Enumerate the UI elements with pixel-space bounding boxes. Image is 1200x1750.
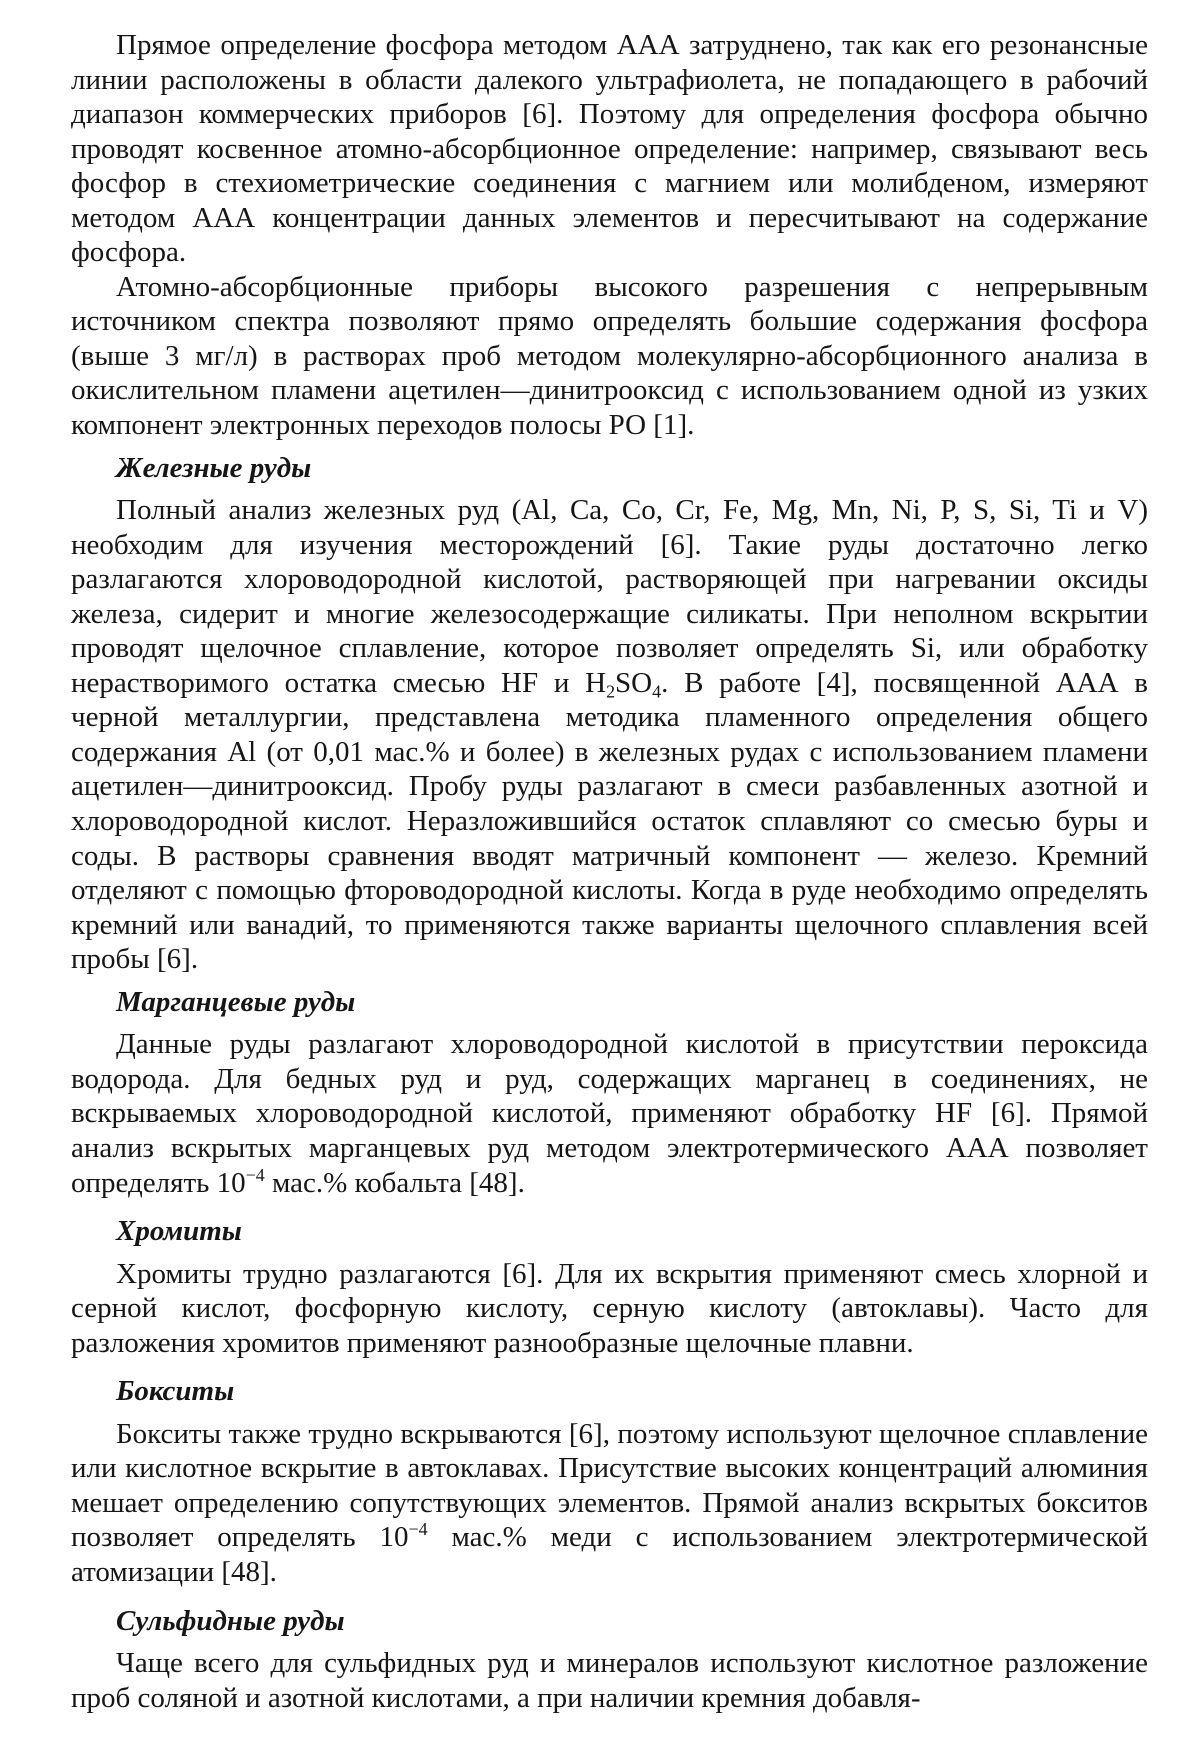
heading-iron-ores: Железные руды <box>71 451 1148 486</box>
paragraph-bauxites: Бокситы также трудно вскрываются [6], поэтому используют щелочное сплавление или кислотное вскрытие в автоклавах. Присутствие высоких концентраций алюминия мешает определению сопутствующих элементов. Прямой анализ вскрытых бокситов позволяет определять 10−4 мас.% меди с использованием электротермической атомизации [48]. <box>71 1417 1148 1590</box>
heading-bauxites: Бокситы <box>71 1374 1148 1409</box>
paragraph-phosphorus-direct: Атомно-абсорбционные приборы высокого разрешения с непрерывным источником спектра позволяют прямо определять большие содержания фосфора (выше 3 мг/л) в растворах проб методом молекулярно-абсорбционного анализа в окислительном пламени ацетилен—динитрооксид с использованием одной из узких компонент электронных переходов полосы РО [1]. <box>71 270 1148 443</box>
heading-chromites: Хромиты <box>71 1214 1148 1249</box>
heading-sulfide-ores: Сульфидные руды <box>71 1604 1148 1639</box>
paragraph-chromites: Хромиты трудно разлагаются [6]. Для их вскрытия применяют смесь хлорной и серной кислот, фосфорную кислоту, серную кислоту (автоклавы). Часто для разложения хромитов применяют разнообразные щелочные плавни. <box>71 1257 1148 1361</box>
paragraph-sulfide-ores: Чаще всего для сульфидных руд и минералов используют кислотное разложение проб соляной и азотной кислотами, а при наличии кремния добавля- <box>71 1646 1148 1715</box>
paragraph-phosphorus-indirect: Прямое определение фосфора методом ААА затруднено, так как его резонансные линии расположены в области далекого ультрафиолета, не попадающего в рабочий диапазон коммерческих приборов [6]. Поэтому для определения фосфора обычно проводят косвенное атомно-абсорбционное определение: например, связывают весь фосфор в стехиометрические соединения с магнием или молибденом, измеряют методом ААА концентрации данных элементов и пересчитывают на содержание фосфора. <box>71 28 1148 270</box>
document-page <box>0 0 1200 1750</box>
paragraph-manganese-ores: Данные руды разлагают хлороводородной кислотой в присутствии пероксида водорода. Для бедных руд и руд, содержащих марганец в соединениях, не вскрываемых хлороводородной кислотой, применяют обработку HF [6]. Прямой анализ вскрытых марганцевых руд методом электротермического ААА позволяет определять 10−4 мас.% кобальта [48]. <box>71 1027 1148 1200</box>
paragraph-iron-ores: Полный анализ железных руд (Al, Ca, Co, Cr, Fe, Mg, Mn, Ni, P, S, Si, Ti и V) необходим для изучения месторождений [6]. Такие руды достаточно легко разлагаются хлороводородной кислотой, растворяющей при нагревании оксиды железа, сидерит и многие железосодержащие силикаты. При неполном вскрытии проводят щелочное сплавление, которое позволяет определять Si, или обработку нерастворимого остатка смесью HF и H2SO4. В работе [4], посвященной ААА в черной металлургии, представлена методика пламенного определения общего содержания Al (от 0,01 мас.% и более) в железных рудах с использованием пламени ацетилен—динитрооксид. Пробу руды разлагают в смеси разбавленных азотной и хлороводородной кислот. Неразложившийся остаток сплавляют со смесью буры и соды. В растворы сравнения вводят матричный компонент — железо. Кремний отделяют с помощью фтороводородной кислоты. Когда в руде необходимо определять кремний или ванадий, то применяются также варианты щелочного сплавления всей пробы [6]. <box>71 493 1148 977</box>
heading-manganese-ores: Марганцевые руды <box>71 985 1148 1020</box>
